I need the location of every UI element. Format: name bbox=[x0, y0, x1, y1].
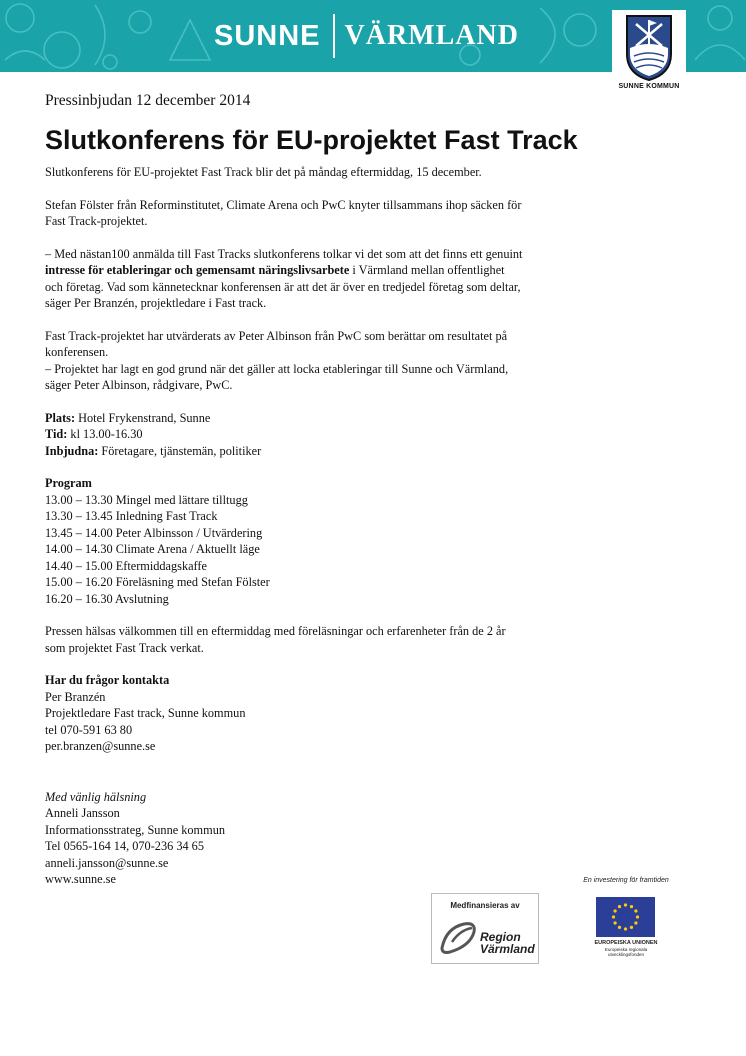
region-swirl-icon bbox=[438, 918, 480, 956]
cofunded-caption: Medfinansieras av bbox=[450, 901, 520, 910]
evaluation-paragraph bbox=[45, 328, 645, 394]
brand-varmland: VÄRMLAND bbox=[344, 20, 519, 51]
signature-role: Informationsstrateg, Sunne kommun bbox=[45, 822, 225, 837]
text-line: säger Per Branzén, projektledare i Fast track. bbox=[45, 296, 267, 310]
emphasis-text: intresse för etableringar och gemensamt näringslivsarbete bbox=[45, 263, 350, 277]
invited-label: Inbjudna: bbox=[45, 443, 99, 458]
place-label: Plats: bbox=[45, 410, 76, 425]
closing-paragraph bbox=[45, 623, 645, 656]
intro-paragraph: Slutkonferens för EU-projektet Fast Track blir det på måndag eftermiddag, 15 december. bbox=[45, 165, 482, 179]
brand-sunne: SUNNE bbox=[214, 19, 321, 52]
time-row bbox=[45, 426, 645, 443]
signature-email[interactable]: anneli.jansson@sunne.se bbox=[45, 855, 169, 870]
region-name bbox=[480, 931, 535, 955]
region-name-line-1: Region bbox=[480, 930, 521, 944]
dateline: Pressinbjudan 12 december 2014 bbox=[45, 92, 251, 109]
brand-divider bbox=[333, 14, 335, 58]
eu-stars-icon bbox=[596, 897, 655, 937]
place-value: Hotel Frykenstrand, Sunne bbox=[75, 410, 211, 425]
eu-fund-line-1: Europeiska regionala bbox=[604, 947, 648, 952]
place-row bbox=[45, 410, 645, 427]
text-line: och företag. Vad som kännetecknar konferensen är att det är över en tredjedel företag som deltar, bbox=[45, 279, 521, 294]
program-item: 13.30 – 13.45 Inledning Fast Track bbox=[45, 509, 218, 523]
eu-tagline: En investering för framtiden bbox=[583, 877, 669, 884]
region-varmland-logo bbox=[431, 893, 539, 964]
eu-flag bbox=[596, 897, 655, 937]
time-value: kl 13.00-16.30 bbox=[67, 427, 143, 441]
eu-logo bbox=[578, 877, 674, 967]
invited-row bbox=[45, 443, 645, 460]
contact-role: Projektledare Fast track, Sunne kommun bbox=[45, 706, 246, 720]
program-item: 15.00 – 16.20 Föreläsning med Stefan Fölster bbox=[45, 575, 270, 589]
eu-name: EUROPEISKA UNIONEN bbox=[594, 940, 658, 946]
program-item: 16.20 – 16.30 Avslutning bbox=[45, 591, 169, 606]
text-line: som projektet Fast Track verkat. bbox=[45, 640, 204, 655]
region-name-line-2: Värmland bbox=[480, 942, 535, 956]
text-line: Fast Track-projektet. bbox=[45, 214, 148, 228]
contact-name: Per Branzén bbox=[45, 689, 106, 704]
contact-block bbox=[45, 672, 645, 755]
brand-wordmark bbox=[214, 14, 519, 58]
contact-title: Har du frågor kontakta bbox=[45, 673, 170, 687]
text-line: konferensen. bbox=[45, 345, 109, 359]
invited-value: Företagare, tjänstemän, politiker bbox=[98, 443, 262, 458]
text-line: Pressen hälsas välkommen till en eftermiddag med föreläsningar och erfarenheter från de 2 år bbox=[45, 624, 506, 638]
text-line: Fast Track-projektet har utvärderats av Peter Albinson från PwC som berättar om resultatet på bbox=[45, 328, 508, 343]
program-item: 14.40 – 15.00 Eftermiddagskaffe bbox=[45, 558, 207, 573]
text-line: – Med nästan100 anmälda till Fast Tracks slutkonferens tolkar vi det som att det finns ett genuint bbox=[45, 246, 523, 261]
event-details bbox=[45, 410, 645, 460]
signature-phone: Tel 0565-164 14, 070-236 34 65 bbox=[45, 839, 204, 853]
program-section bbox=[45, 475, 645, 607]
contact-email[interactable]: per.branzen@sunne.se bbox=[45, 739, 156, 753]
time-label: Tid: bbox=[45, 427, 68, 441]
coat-caption: SUNNE KOMMUN bbox=[618, 83, 680, 90]
eu-fund-line-2: utvecklingsfonden bbox=[607, 952, 645, 957]
program-item: 13.00 – 13.30 Mingel med lättare tilltugg bbox=[45, 492, 248, 507]
speakers-paragraph bbox=[45, 197, 645, 230]
text-line: – Projektet har lagt en god grund när det gäller att locka etableringar till Sunne och Värmland, bbox=[45, 361, 509, 376]
text-fragment: i Värmland mellan offentlighet bbox=[349, 263, 505, 277]
coat-of-arms-logo bbox=[612, 10, 686, 96]
program-item: 14.00 – 14.30 Climate Arena / Aktuellt läge bbox=[45, 542, 260, 556]
signature-website[interactable]: www.sunne.se bbox=[45, 872, 116, 886]
eu-fund bbox=[578, 947, 674, 957]
program-item: 13.45 – 14.00 Peter Albinsson / Utvärdering bbox=[45, 525, 263, 540]
headline: Slutkonferens för EU-projektet Fast Track bbox=[45, 125, 578, 155]
signature-greeting: Med vänlig hälsning bbox=[45, 789, 147, 804]
quote-paragraph bbox=[45, 246, 645, 312]
press-release-body bbox=[45, 92, 645, 888]
coat-of-arms-icon bbox=[612, 10, 686, 82]
program-title: Program bbox=[45, 476, 92, 490]
text-line: säger Peter Albinson, rådgivare, PwC. bbox=[45, 378, 233, 392]
text-line bbox=[45, 262, 645, 279]
signature-block bbox=[45, 789, 645, 888]
contact-phone: tel 070-591 63 80 bbox=[45, 722, 133, 737]
signature-name: Anneli Jansson bbox=[45, 806, 120, 820]
text-line: Stefan Fölster från Reforminstitutet, Climate Arena och PwC knyter tillsammans ihop säcken för bbox=[45, 197, 522, 212]
